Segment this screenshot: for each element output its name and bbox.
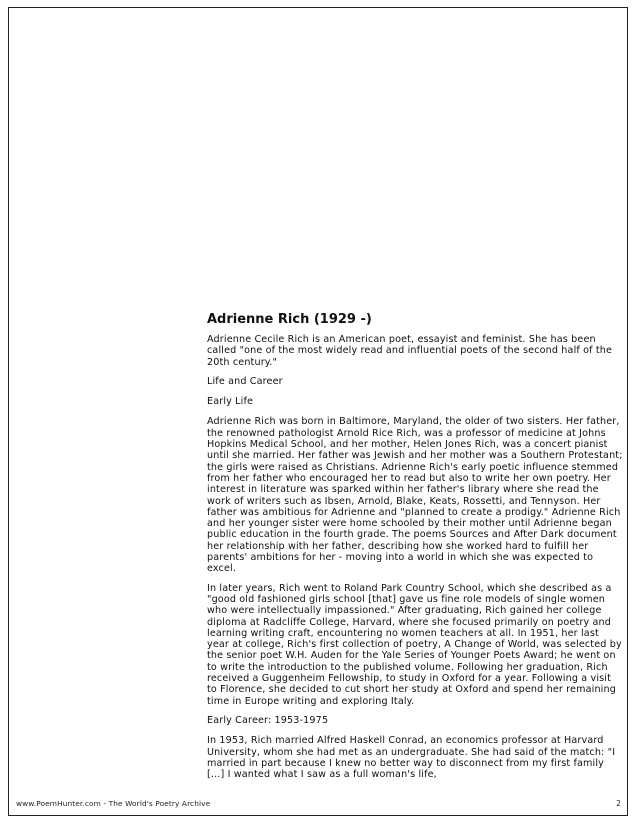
document-body xyxy=(207,312,623,788)
section-heading-early-life: Early Life xyxy=(207,396,254,408)
section-heading-life-career: Life and Career xyxy=(207,375,283,387)
page-number: 2 xyxy=(616,799,621,808)
section-heading-early-career: Early Career: 1953-1975 xyxy=(207,714,329,726)
intro-paragraph: Adrienne Cecile Rich is an American poet, essayist and feminist. She has been called "one of the most widely read and influential poets of the second half of the 20th century." xyxy=(207,334,613,368)
footer-source: www.PoemHunter.com - The World's Poetry Archive xyxy=(16,799,211,808)
document-title: Adrienne Rich (1929 -) xyxy=(207,312,372,327)
early-life-paragraph: Adrienne Rich was born in Baltimore, Maryland, the older of two sisters. Her father, the renowned pathologist Arnold Rice Rich, was a professor of medicine at Johns Hopkins Medical School, and her mother, Helen Jones Rich, was a concert pianist until she married. Her father was Jewish and her mother was a Southern Protestant; the girls were raised as Christians. Adrienne Rich's early poetic influence stemmed from her father who encouraged her to read but also to write her own poetry. Her interest in literature was sparked within her father's library where she read the work of writers such as Ibsen, Arnold, Blake, Keats, Rossetti, and Tennyson. Her father was ambitious for Adrienne and "planned to create a prodigy." Adrienne Rich and her younger sister were home schooled by their mother until Adrienne began public education in the fourth grade. The poems Sources and After Dark document her relationship with her father, describing how she worked hard to fulfill her parents' ambitions for her - moving into a world in which she was expected to excel. xyxy=(207,416,623,575)
early-career-paragraph: In 1953, Rich married Alfred Haskell Conrad, an economics professor at Harvard University, whom she had met as an undergraduate. She had said of the match: "I married in part because I knew no better way to disconnect from my first family [...] I wanted what I saw as a full woman's life, xyxy=(207,735,616,781)
later-years-paragraph: In later years, Rich went to Roland Park Country School, which she described as a "good old fashioned girls school [that] gave us fine role models of single women who were intellectually impassioned." After graduating, Rich gained her college diploma at Radcliffe College, Harvard, where she focused primarily on poetry and learning writing craft, encountering no women teachers at all. In 1951, her last year at college, Rich's first collection of poetry, A Change of World, was selected by the senior poet W.H. Auden for the Yale Series of Younger Poets Award; he went on to write the introduction to the published volume. Following her graduation, Rich received a Guggenheim Fellowship, to study in Oxford for a year. Following a visit to Florence, she decided to cut short her study at Oxford and spend her remaining time in Europe writing and exploring Italy. xyxy=(207,582,622,707)
